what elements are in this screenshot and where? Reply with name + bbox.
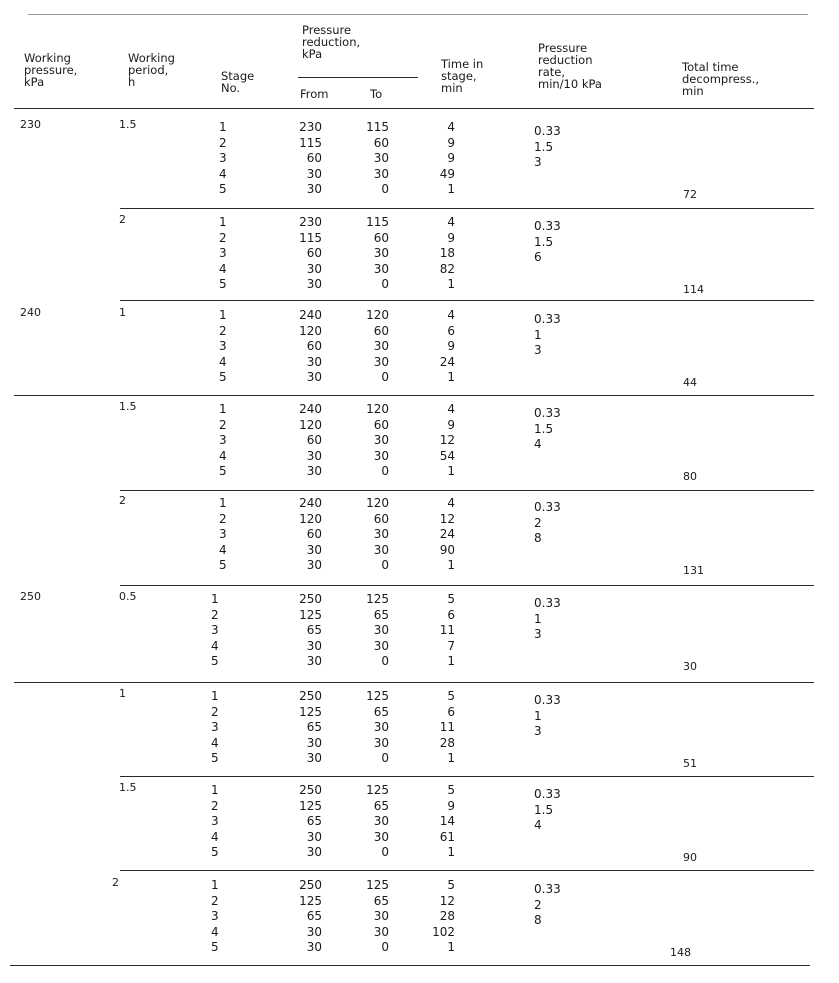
time-values: 5 6 11 7 1	[439, 592, 455, 668]
total-time-value: 30	[683, 660, 697, 673]
working-pressure-value: 230	[20, 118, 41, 131]
total-time-value: 90	[683, 851, 697, 864]
total-time-value: 131	[683, 564, 704, 577]
working-period-value: 1.5	[119, 118, 137, 131]
header-working-pressure: Working pressure, kPa	[24, 51, 78, 89]
header-total-time: Total time decompress., min	[682, 60, 760, 98]
working-period-value: 1.5	[119, 400, 137, 413]
rate-values: 0.33 1 3	[534, 312, 561, 357]
header-from: From	[300, 87, 329, 101]
from-values: 230 115 60 30 30	[299, 215, 322, 291]
total-time-value: 72	[683, 188, 697, 201]
to-values: 115 60 30 30 0	[366, 120, 389, 196]
working-pressure-value: 240	[20, 306, 41, 319]
working-period-value: 0.5	[119, 590, 137, 603]
rate-values: 0.33 1.5 3	[534, 124, 561, 169]
top-rule	[28, 14, 808, 15]
to-values: 125 65 30 30 0	[366, 592, 389, 668]
header-reduction-rate: Pressure reduction rate, min/10 kPa	[538, 41, 602, 91]
block-separator	[14, 395, 814, 396]
working-period-value: 1	[119, 687, 126, 700]
block-separator	[120, 870, 814, 871]
header-bottom-rule	[14, 108, 814, 109]
time-values: 4 9 12 54 1	[439, 402, 455, 478]
time-values: 4 9 18 82 1	[439, 215, 455, 291]
working-pressure-value: 250	[20, 590, 41, 603]
rate-values: 0.33 1.5 4	[534, 406, 561, 451]
to-values: 125 65 30 30 0	[366, 689, 389, 765]
from-values: 250 125 65 30 30	[299, 592, 322, 668]
time-values: 4 12 24 90 1	[439, 496, 455, 572]
working-period-value: 2	[119, 213, 126, 226]
to-values: 115 60 30 30 0	[366, 215, 389, 291]
from-values: 250 125 65 30 30	[299, 783, 322, 859]
total-time-value: 148	[670, 946, 691, 959]
from-values: 250 125 65 30 30	[299, 689, 322, 765]
total-time-value: 80	[683, 470, 697, 483]
stage-numbers: 1 2 3 4 5	[219, 402, 227, 478]
to-values: 120 60 30 30 0	[366, 402, 389, 478]
stage-numbers: 1 2 3 4 5	[211, 783, 219, 859]
block-separator	[120, 208, 814, 209]
header-to: To	[370, 87, 383, 101]
time-values: 5 12 28 102 1	[432, 878, 455, 954]
from-values: 240 120 60 30 30	[299, 402, 322, 478]
block-separator	[14, 682, 814, 683]
from-values: 230 115 60 30 30	[299, 120, 322, 196]
time-values: 4 9 9 49 1	[439, 120, 455, 196]
header-time-in-stage: Time in stage, min	[441, 57, 484, 95]
block-separator	[10, 965, 810, 966]
rate-values: 0.33 1.5 4	[534, 787, 561, 832]
block-separator	[120, 776, 814, 777]
stage-numbers: 1 2 3 4 5	[211, 592, 219, 668]
header-stage-no: Stage No.	[221, 69, 255, 95]
to-values: 120 60 30 30 0	[366, 496, 389, 572]
header-pressure-reduction: Pressure reduction, kPa	[302, 23, 361, 61]
block-separator	[120, 490, 814, 491]
to-values: 125 65 30 30 0	[366, 878, 389, 954]
time-values: 4 6 9 24 1	[439, 308, 455, 384]
header-working-period: Working period, h	[128, 51, 175, 89]
to-values: 125 65 30 30 0	[366, 783, 389, 859]
total-time-value: 44	[683, 376, 697, 389]
to-values: 120 60 30 30 0	[366, 308, 389, 384]
stage-numbers: 1 2 3 4 5	[219, 496, 227, 572]
working-period-value: 1	[119, 306, 126, 319]
stage-numbers: 1 2 3 4 5	[219, 120, 227, 196]
working-period-value: 1.5	[119, 781, 137, 794]
block-separator	[120, 300, 814, 301]
total-time-value: 114	[683, 283, 704, 296]
stage-numbers: 1 2 3 4 5	[219, 215, 227, 291]
time-values: 5 9 14 61 1	[439, 783, 455, 859]
stage-numbers: 1 2 3 4 5	[211, 878, 219, 954]
rate-values: 0.33 1.5 6	[534, 219, 561, 264]
pressure-reduction-rule	[298, 77, 418, 78]
block-separator	[120, 585, 814, 586]
rate-values: 0.33 2 8	[534, 500, 561, 545]
rate-values: 0.33 1 3	[534, 693, 561, 738]
working-period-value: 2	[119, 494, 126, 507]
time-values: 5 6 11 28 1	[439, 689, 455, 765]
total-time-value: 51	[683, 757, 697, 770]
rate-values: 0.33 2 8	[534, 882, 561, 927]
from-values: 240 120 60 30 30	[299, 308, 322, 384]
stage-numbers: 1 2 3 4 5	[219, 308, 227, 384]
working-period-value: 2	[112, 876, 119, 889]
stage-numbers: 1 2 3 4 5	[211, 689, 219, 765]
rate-values: 0.33 1 3	[534, 596, 561, 641]
from-values: 250 125 65 30 30	[299, 878, 322, 954]
from-values: 240 120 60 30 30	[299, 496, 322, 572]
